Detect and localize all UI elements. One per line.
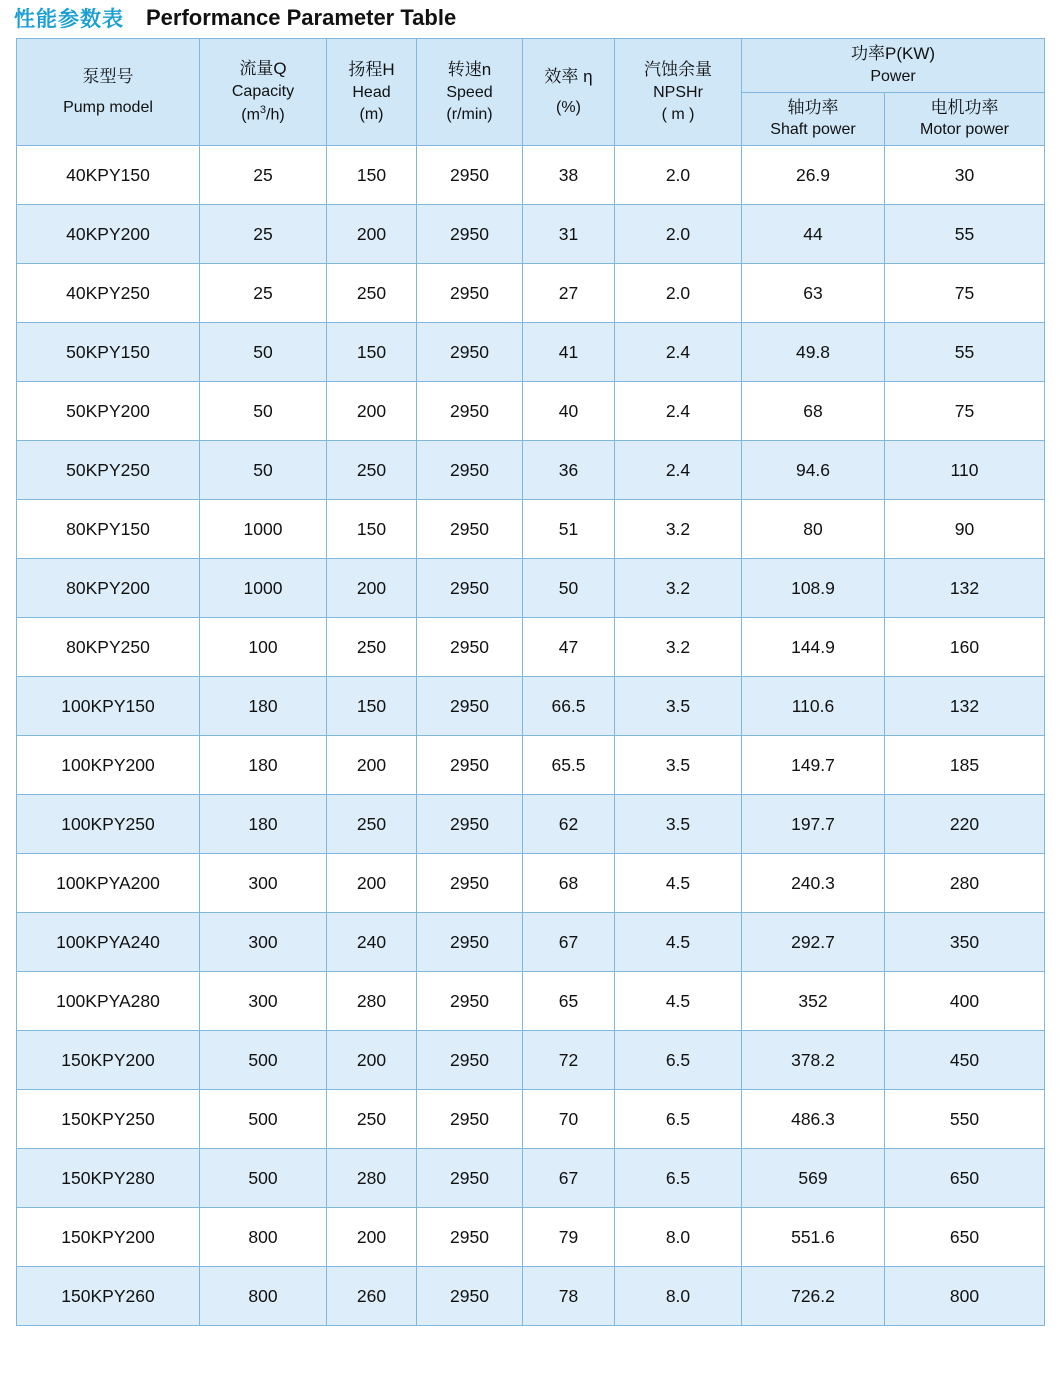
cell-motor-power: 650 — [885, 1208, 1045, 1267]
cell-head: 150 — [327, 323, 417, 382]
cell-speed: 2950 — [417, 913, 523, 972]
cell-capacity: 180 — [200, 736, 327, 795]
column-header-efficiency-cn: 效率 η — [544, 66, 593, 86]
table-row — [17, 913, 1045, 972]
cell-pump-model: 80KPY200 — [17, 559, 200, 618]
cell-head: 280 — [327, 1149, 417, 1208]
cell-pump-model: 100KPYA200 — [17, 854, 200, 913]
cell-shaft-power: 63 — [742, 264, 885, 323]
cell-speed: 2950 — [417, 382, 523, 441]
cell-efficiency: 50 — [523, 559, 615, 618]
cell-motor-power: 55 — [885, 205, 1045, 264]
cell-shaft-power: 569 — [742, 1149, 885, 1208]
cell-motor-power: 280 — [885, 854, 1045, 913]
cell-efficiency: 67 — [523, 1149, 615, 1208]
cell-head: 200 — [327, 382, 417, 441]
table-row — [17, 323, 1045, 382]
cell-shaft-power: 94.6 — [742, 441, 885, 500]
cell-speed: 2950 — [417, 1031, 523, 1090]
cell-motor-power: 220 — [885, 795, 1045, 854]
table-row — [17, 264, 1045, 323]
cell-speed: 2950 — [417, 441, 523, 500]
cell-npshr: 6.5 — [615, 1090, 742, 1149]
cell-pump-model: 150KPY260 — [17, 1267, 200, 1326]
cell-capacity: 50 — [200, 382, 327, 441]
table-row — [17, 1149, 1045, 1208]
cell-npshr: 2.0 — [615, 146, 742, 205]
cell-head: 200 — [327, 205, 417, 264]
cell-npshr: 3.2 — [615, 618, 742, 677]
table-row — [17, 500, 1045, 559]
column-header-shaft-power — [742, 92, 885, 146]
column-header-speed-unit: (r/min) — [446, 105, 493, 123]
column-header-motor-power-cn: 电机功率 — [930, 97, 999, 117]
cell-speed: 2950 — [417, 677, 523, 736]
cell-shaft-power: 726.2 — [742, 1267, 885, 1326]
cell-speed: 2950 — [417, 795, 523, 854]
cell-efficiency: 78 — [523, 1267, 615, 1326]
cell-capacity: 500 — [200, 1149, 327, 1208]
cell-pump-model: 100KPYA240 — [17, 913, 200, 972]
cell-shaft-power: 551.6 — [742, 1208, 885, 1267]
cell-capacity: 25 — [200, 146, 327, 205]
column-header-efficiency-unit: (%) — [556, 98, 581, 116]
cell-speed: 2950 — [417, 1149, 523, 1208]
cell-npshr: 2.4 — [615, 323, 742, 382]
column-header-head-en: Head — [352, 83, 391, 101]
cell-pump-model: 50KPY200 — [17, 382, 200, 441]
cell-efficiency: 51 — [523, 500, 615, 559]
cell-head: 250 — [327, 264, 417, 323]
cell-motor-power: 800 — [885, 1267, 1045, 1326]
cell-shaft-power: 352 — [742, 972, 885, 1031]
cell-efficiency: 79 — [523, 1208, 615, 1267]
column-header-capacity-cn: 流量Q — [239, 59, 287, 79]
cell-capacity: 300 — [200, 854, 327, 913]
column-header-power-group — [742, 39, 1045, 93]
cell-speed: 2950 — [417, 854, 523, 913]
cell-pump-model: 100KPY200 — [17, 736, 200, 795]
cell-shaft-power: 378.2 — [742, 1031, 885, 1090]
table-row — [17, 1090, 1045, 1149]
cell-capacity: 300 — [200, 972, 327, 1031]
cell-efficiency: 27 — [523, 264, 615, 323]
cell-efficiency: 67 — [523, 913, 615, 972]
cell-shaft-power: 144.9 — [742, 618, 885, 677]
column-header-pump-model — [17, 39, 200, 146]
cell-motor-power: 110 — [885, 441, 1045, 500]
cell-speed: 2950 — [417, 264, 523, 323]
cell-motor-power: 160 — [885, 618, 1045, 677]
table-row — [17, 618, 1045, 677]
cell-capacity: 25 — [200, 205, 327, 264]
column-header-motor-power — [885, 92, 1045, 146]
cell-motor-power: 75 — [885, 382, 1045, 441]
column-header-head — [327, 39, 417, 146]
column-header-efficiency — [523, 39, 615, 146]
table-row — [17, 972, 1045, 1031]
column-header-head-cn: 扬程H — [348, 59, 395, 79]
column-header-npshr-cn: 汽蚀余量 — [644, 59, 712, 79]
column-header-pump-model-en: Pump model — [63, 98, 153, 116]
cell-shaft-power: 292.7 — [742, 913, 885, 972]
cell-speed: 2950 — [417, 146, 523, 205]
table-body — [17, 146, 1045, 1326]
column-header-power-group-en: Power — [870, 67, 916, 85]
cell-shaft-power: 149.7 — [742, 736, 885, 795]
cell-pump-model: 40KPY150 — [17, 146, 200, 205]
cell-capacity: 300 — [200, 913, 327, 972]
cell-motor-power: 550 — [885, 1090, 1045, 1149]
cell-head: 200 — [327, 559, 417, 618]
cell-speed: 2950 — [417, 618, 523, 677]
cell-pump-model: 100KPY150 — [17, 677, 200, 736]
cell-speed: 2950 — [417, 972, 523, 1031]
cell-efficiency: 47 — [523, 618, 615, 677]
cell-pump-model: 40KPY250 — [17, 264, 200, 323]
cell-pump-model: 150KPY250 — [17, 1090, 200, 1149]
cell-head: 250 — [327, 795, 417, 854]
cell-speed: 2950 — [417, 1208, 523, 1267]
column-header-speed — [417, 39, 523, 146]
cell-speed: 2950 — [417, 323, 523, 382]
cell-motor-power: 650 — [885, 1149, 1045, 1208]
cell-pump-model: 100KPY250 — [17, 795, 200, 854]
cell-speed: 2950 — [417, 500, 523, 559]
cell-efficiency: 40 — [523, 382, 615, 441]
cell-speed: 2950 — [417, 1267, 523, 1326]
cell-capacity: 50 — [200, 441, 327, 500]
page-title-english: Performance Parameter Table — [146, 5, 457, 30]
table-row — [17, 382, 1045, 441]
column-header-npshr — [615, 39, 742, 146]
cell-npshr: 3.5 — [615, 736, 742, 795]
cell-head: 240 — [327, 913, 417, 972]
table-header-row-1 — [17, 39, 1045, 93]
cell-head: 150 — [327, 146, 417, 205]
column-header-speed-en: Speed — [446, 83, 493, 101]
table-row — [17, 795, 1045, 854]
table-row — [17, 441, 1045, 500]
cell-npshr: 8.0 — [615, 1267, 742, 1326]
cell-npshr: 2.0 — [615, 264, 742, 323]
cell-pump-model: 150KPY200 — [17, 1208, 200, 1267]
cell-efficiency: 65 — [523, 972, 615, 1031]
cell-efficiency: 68 — [523, 854, 615, 913]
cell-motor-power: 132 — [885, 559, 1045, 618]
cell-shaft-power: 49.8 — [742, 323, 885, 382]
cell-npshr: 3.5 — [615, 677, 742, 736]
cell-speed: 2950 — [417, 736, 523, 795]
table-row — [17, 1267, 1045, 1326]
cell-npshr: 3.2 — [615, 500, 742, 559]
cell-shaft-power: 197.7 — [742, 795, 885, 854]
cell-shaft-power: 68 — [742, 382, 885, 441]
cell-npshr: 4.5 — [615, 972, 742, 1031]
cell-motor-power: 30 — [885, 146, 1045, 205]
table-row — [17, 677, 1045, 736]
cell-efficiency: 31 — [523, 205, 615, 264]
cell-shaft-power: 110.6 — [742, 677, 885, 736]
cell-head: 150 — [327, 677, 417, 736]
cell-capacity: 1000 — [200, 500, 327, 559]
cell-shaft-power: 108.9 — [742, 559, 885, 618]
cell-npshr: 2.4 — [615, 382, 742, 441]
table-row — [17, 146, 1045, 205]
column-header-shaft-power-en: Shaft power — [770, 121, 856, 139]
cell-efficiency: 72 — [523, 1031, 615, 1090]
cell-motor-power: 75 — [885, 264, 1045, 323]
cell-motor-power: 400 — [885, 972, 1045, 1031]
cell-head: 200 — [327, 736, 417, 795]
cell-efficiency: 38 — [523, 146, 615, 205]
table-row — [17, 736, 1045, 795]
cell-shaft-power: 80 — [742, 500, 885, 559]
cell-head: 250 — [327, 618, 417, 677]
cell-pump-model: 80KPY150 — [17, 500, 200, 559]
column-header-shaft-power-cn: 轴功率 — [787, 97, 839, 117]
cell-efficiency: 66.5 — [523, 677, 615, 736]
cell-efficiency: 70 — [523, 1090, 615, 1149]
table-row — [17, 1031, 1045, 1090]
table-row — [17, 854, 1045, 913]
cell-shaft-power: 44 — [742, 205, 885, 264]
cell-speed: 2950 — [417, 559, 523, 618]
cell-pump-model: 50KPY150 — [17, 323, 200, 382]
cell-shaft-power: 26.9 — [742, 146, 885, 205]
table-row — [17, 205, 1045, 264]
cell-motor-power: 450 — [885, 1031, 1045, 1090]
cell-capacity: 1000 — [200, 559, 327, 618]
column-header-npshr-unit: ( m ) — [661, 105, 695, 123]
column-header-power-group-cn: 功率P(KW) — [850, 44, 936, 63]
cell-efficiency: 65.5 — [523, 736, 615, 795]
cell-npshr: 2.4 — [615, 441, 742, 500]
cell-speed: 2950 — [417, 1090, 523, 1149]
cell-capacity: 50 — [200, 323, 327, 382]
cell-capacity: 800 — [200, 1208, 327, 1267]
cell-head: 200 — [327, 854, 417, 913]
column-header-capacity-unit: $(m^3/h)$ — [241, 103, 285, 124]
cell-pump-model: 100KPYA280 — [17, 972, 200, 1031]
table-row — [17, 1208, 1045, 1267]
cell-npshr: 4.5 — [615, 913, 742, 972]
cell-head: 250 — [327, 1090, 417, 1149]
table-row — [17, 559, 1045, 618]
cell-npshr: 2.0 — [615, 205, 742, 264]
cell-capacity: 800 — [200, 1267, 327, 1326]
column-header-speed-cn: 转速n — [447, 59, 492, 79]
cell-head: 250 — [327, 441, 417, 500]
cell-speed: 2950 — [417, 205, 523, 264]
column-header-head-unit: (m) — [359, 105, 384, 123]
column-header-npshr-en: NPSHr — [653, 83, 703, 101]
cell-npshr: 3.2 — [615, 559, 742, 618]
cell-head: 280 — [327, 972, 417, 1031]
cell-capacity: 25 — [200, 264, 327, 323]
cell-head: 200 — [327, 1031, 417, 1090]
performance-parameter-table — [16, 38, 1045, 1326]
cell-motor-power: 185 — [885, 736, 1045, 795]
cell-pump-model: 150KPY280 — [17, 1149, 200, 1208]
cell-npshr: 6.5 — [615, 1031, 742, 1090]
cell-pump-model: 50KPY250 — [17, 441, 200, 500]
cell-motor-power: 350 — [885, 913, 1045, 972]
cell-capacity: 500 — [200, 1031, 327, 1090]
cell-shaft-power: 486.3 — [742, 1090, 885, 1149]
column-header-capacity — [200, 39, 327, 146]
cell-pump-model: 80KPY250 — [17, 618, 200, 677]
table-header — [17, 39, 1045, 146]
column-header-capacity-en: Capacity — [231, 83, 295, 101]
cell-capacity: 100 — [200, 618, 327, 677]
cell-npshr: 4.5 — [615, 854, 742, 913]
cell-head: 200 — [327, 1208, 417, 1267]
cell-efficiency: 62 — [523, 795, 615, 854]
cell-npshr: 6.5 — [615, 1149, 742, 1208]
cell-capacity: 180 — [200, 677, 327, 736]
cell-pump-model: 150KPY200 — [17, 1031, 200, 1090]
cell-efficiency: 41 — [523, 323, 615, 382]
cell-pump-model: 40KPY200 — [17, 205, 200, 264]
column-header-pump-model-cn: 泵型号 — [82, 66, 134, 86]
page-title-bar — [0, 0, 1060, 38]
cell-motor-power: 90 — [885, 500, 1045, 559]
column-header-motor-power-en: Motor power — [920, 121, 1009, 139]
cell-head: 150 — [327, 500, 417, 559]
cell-efficiency: 36 — [523, 441, 615, 500]
cell-npshr: 3.5 — [615, 795, 742, 854]
cell-npshr: 8.0 — [615, 1208, 742, 1267]
cell-motor-power: 132 — [885, 677, 1045, 736]
cell-head: 260 — [327, 1267, 417, 1326]
cell-capacity: 180 — [200, 795, 327, 854]
cell-shaft-power: 240.3 — [742, 854, 885, 913]
cell-capacity: 500 — [200, 1090, 327, 1149]
cell-motor-power: 55 — [885, 323, 1045, 382]
page-title-chinese: 性能参数表 — [14, 8, 124, 31]
